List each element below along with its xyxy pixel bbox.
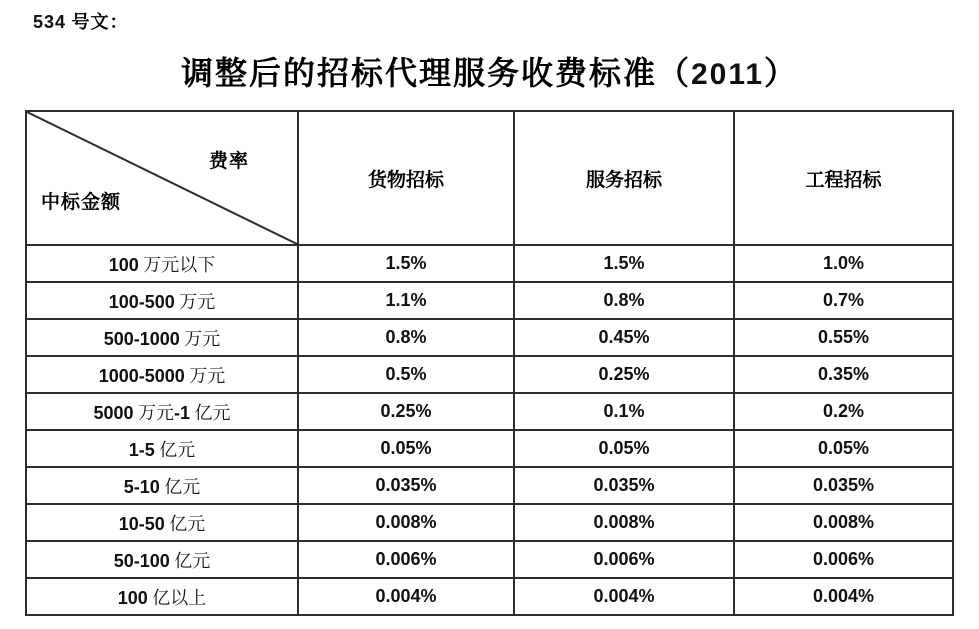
table-cell: 0.035% — [514, 467, 734, 504]
table-cell: 1.0% — [734, 245, 953, 282]
column-header-goods: 货物招标 — [298, 111, 514, 245]
table-row — [26, 319, 953, 356]
table-cell: 0.1% — [514, 393, 734, 430]
table-row — [26, 504, 953, 541]
fee-rate-table — [25, 110, 954, 616]
table-cell: 0.035% — [734, 467, 953, 504]
table-cell: 0.05% — [734, 430, 953, 467]
table-row — [26, 245, 953, 282]
row-label: 500-1000 万元 — [26, 319, 298, 356]
corner-cell — [26, 111, 298, 245]
table-cell: 1.1% — [298, 282, 514, 319]
table-cell: 1.5% — [514, 245, 734, 282]
table-row — [26, 430, 953, 467]
row-label: 100-500 万元 — [26, 282, 298, 319]
table-cell: 0.05% — [298, 430, 514, 467]
table-row — [26, 578, 953, 615]
table-cell: 0.8% — [514, 282, 734, 319]
table-cell: 0.25% — [298, 393, 514, 430]
table-cell: 0.5% — [298, 356, 514, 393]
table-cell: 0.004% — [734, 578, 953, 615]
table-cell: 0.7% — [734, 282, 953, 319]
table-cell: 0.25% — [514, 356, 734, 393]
diagonal-divider-line — [27, 112, 297, 244]
table-cell: 0.45% — [514, 319, 734, 356]
table-cell: 0.05% — [514, 430, 734, 467]
table-cell: 1.5% — [298, 245, 514, 282]
table-row — [26, 393, 953, 430]
table-cell: 0.004% — [298, 578, 514, 615]
table-cell: 0.55% — [734, 319, 953, 356]
row-label: 50-100 亿元 — [26, 541, 298, 578]
table-cell: 0.008% — [734, 504, 953, 541]
doc-number-label: 534 号文： — [33, 12, 129, 32]
table-cell: 0.8% — [298, 319, 514, 356]
row-label: 1-5 亿元 — [26, 430, 298, 467]
row-label: 1000-5000 万元 — [26, 356, 298, 393]
table-header-row — [26, 111, 953, 245]
table-cell: 0.035% — [298, 467, 514, 504]
row-label: 100 万元以下 — [26, 245, 298, 282]
row-label: 10-50 亿元 — [26, 504, 298, 541]
table-cell: 0.004% — [514, 578, 734, 615]
corner-label-amount: 中标金额 — [41, 192, 122, 213]
table-row — [26, 282, 953, 319]
row-label: 100 亿以上 — [26, 578, 298, 615]
table-cell: 0.006% — [734, 541, 953, 578]
table-row — [26, 467, 953, 504]
page-title: 调整后的招标代理服务收费标准（2011） — [180, 55, 799, 91]
corner-label-rate: 费率 — [208, 151, 249, 172]
table-cell: 0.008% — [298, 504, 514, 541]
table-cell: 0.35% — [734, 356, 953, 393]
column-header-services: 服务招标 — [514, 111, 734, 245]
table-row — [26, 541, 953, 578]
table-cell: 0.006% — [514, 541, 734, 578]
column-header-works: 工程招标 — [734, 111, 953, 245]
table-row — [26, 356, 953, 393]
row-label: 5000 万元-1 亿元 — [26, 393, 298, 430]
row-label: 5-10 亿元 — [26, 467, 298, 504]
table-cell: 0.008% — [514, 504, 734, 541]
table-cell: 0.2% — [734, 393, 953, 430]
table-cell: 0.006% — [298, 541, 514, 578]
